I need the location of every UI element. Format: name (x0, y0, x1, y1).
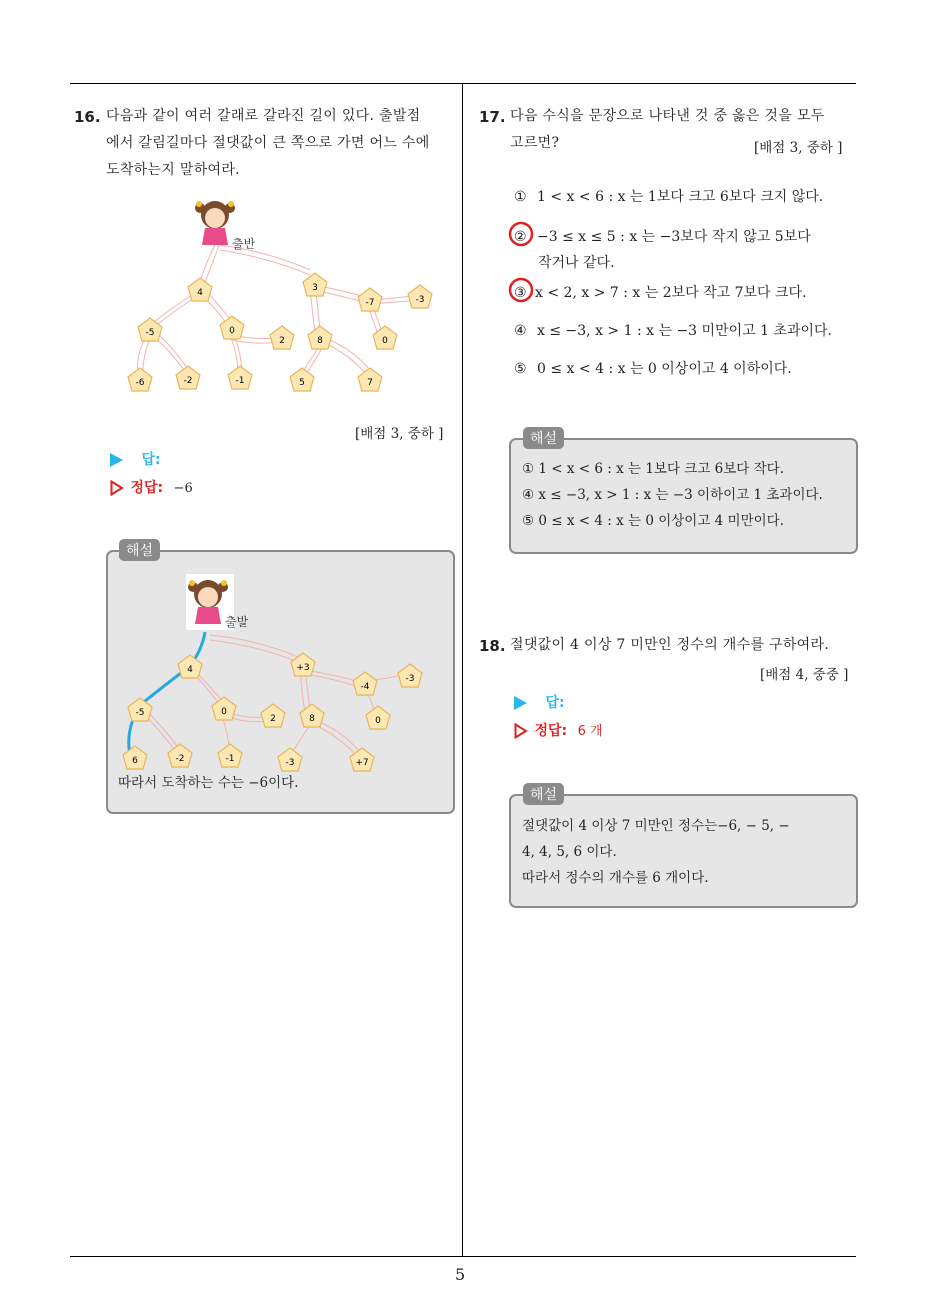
q16-answer-row (110, 449, 161, 469)
q16-solution-node (123, 746, 147, 769)
q16-solution-conclusion: 따라서 도착하는 수는 −6이다. (118, 775, 299, 791)
q16-solution-node (353, 672, 377, 695)
svg-text:-1: -1 (235, 376, 245, 386)
svg-text:8: 8 (309, 714, 315, 724)
q16-solution-node (218, 744, 242, 767)
q16-correct-value: −6 (173, 481, 193, 496)
bottom-rule (70, 1256, 856, 1257)
q18-solution-line1: 절댓값이 4 이상 7 미만인 정수는−6, − 5, − (522, 818, 790, 834)
q16-path-diagram (120, 190, 450, 400)
q16-text (106, 103, 458, 184)
q16-text-line1: 다음과 같이 여러 갈래로 갈라진 길이 있다. 출발점 (106, 108, 421, 124)
q18-correct-label: 정답: (534, 723, 568, 739)
q17-text-line2: 고르면? (510, 135, 560, 151)
q16-node (408, 285, 432, 308)
q17-choice-2-cont: 작거나 같다. (538, 255, 615, 271)
q18-solution-line2: 4, 4, 5, 6 이다. (522, 844, 617, 860)
triangle-icon (514, 696, 527, 710)
top-rule (70, 83, 856, 84)
q16-solution-node (261, 704, 285, 727)
svg-text:5: 5 (299, 378, 305, 388)
q16-solution-start-label: 출발 (225, 615, 249, 629)
column-divider (462, 83, 463, 1257)
q16-node (188, 278, 212, 301)
page-number: 5 (455, 1265, 466, 1284)
svg-text:+3: +3 (296, 663, 310, 673)
q18-score: [배점 4, 중중 ] (760, 667, 849, 683)
q16-node (270, 326, 294, 349)
q18-answer-row (514, 692, 565, 712)
svg-text:2: 2 (279, 336, 285, 346)
q17-solution-line2: ④ x ≤ −3, x > 1 : x 는 −3 이하이고 1 초과이다. (522, 487, 823, 503)
svg-text:-4: -4 (360, 682, 370, 692)
svg-text:7: 7 (367, 378, 373, 388)
q18-correct-value: 6 개 (577, 724, 603, 739)
q17-score: [배점 3, 중하 ] (754, 140, 843, 156)
q17-solution-line3: ⑤ 0 ≤ x < 4 : x 는 0 이상이고 4 미만이다. (522, 513, 785, 529)
svg-text:0: 0 (382, 336, 388, 346)
triangle-icon (110, 453, 123, 467)
svg-text:4: 4 (197, 288, 203, 298)
q17-choice-2 (514, 226, 811, 246)
girl-icon (195, 201, 235, 245)
q16-text-line2: 에서 갈림길마다 절댓값이 큰 쪽으로 가면 어느 수에 (106, 135, 430, 151)
outline-triangle-icon (514, 723, 528, 739)
q17-number: 17. (479, 108, 506, 126)
svg-text:+7: +7 (355, 758, 369, 768)
q18-solution-tag: 해설 (523, 783, 564, 805)
q16-solution-node (398, 664, 422, 687)
svg-text:-2: -2 (175, 754, 185, 764)
q16-node (308, 326, 332, 349)
q16-node (176, 366, 200, 389)
q16-answer-label: 답: (141, 452, 161, 468)
q16-node (290, 368, 314, 391)
svg-text:-3: -3 (285, 758, 295, 768)
svg-text:3: 3 (312, 283, 318, 293)
q17-choice-3 (514, 282, 807, 302)
q16-solution-node (291, 653, 315, 676)
svg-text:-2: -2 (183, 376, 193, 386)
q16-correct-row (110, 477, 193, 497)
choice-mark: ③ (514, 285, 527, 301)
choice-text: x < 2, x > 7 : x 는 2보다 작고 7보다 크다. (535, 285, 807, 301)
choice-mark: ② (514, 229, 527, 245)
svg-text:-5: -5 (135, 708, 145, 718)
q16-start-label: 출반 (232, 237, 256, 251)
q16-solution-node (168, 744, 192, 767)
q16-node (228, 366, 252, 389)
outline-triangle-icon (110, 480, 124, 496)
q16-solution-node (178, 655, 202, 678)
q16-solution-node (212, 697, 236, 720)
svg-text:-6: -6 (135, 378, 145, 388)
svg-text:2: 2 (270, 714, 276, 724)
q16-solution-node (366, 706, 390, 729)
svg-text:-7: -7 (365, 298, 375, 308)
q18-text: 절댓값이 4 이상 7 미만인 정수의 개수를 구하여라. (510, 637, 830, 653)
q17-choice-1 (514, 186, 823, 206)
q16-solution-diagram (110, 570, 440, 775)
q16-node (303, 273, 327, 296)
q16-node (358, 368, 382, 391)
q16-node (128, 368, 152, 391)
choice-text: −3 ≤ x ≤ 5 : x 는 −3보다 작지 않고 5보다 (537, 229, 811, 245)
q16-solution-tag: 해설 (119, 539, 160, 561)
q16-node (138, 318, 162, 341)
q16-score: [배점 3, 중하 ] (355, 426, 444, 442)
q16-solution-node (278, 748, 302, 771)
choice-mark: ① (514, 189, 527, 205)
svg-text:-3: -3 (405, 674, 415, 684)
q16-solution-node (128, 698, 152, 721)
q17-choice-5 (514, 358, 792, 378)
choice-text: 1 < x < 6 : x 는 1보다 크고 6보다 크지 않다. (537, 189, 824, 205)
svg-text:-5: -5 (145, 328, 155, 338)
svg-text:-1: -1 (225, 754, 235, 764)
q17-choice-4 (514, 320, 832, 340)
svg-text:6: 6 (132, 756, 138, 766)
answer-circle-2 (508, 220, 536, 248)
q16-correct-label: 정답: (130, 480, 164, 496)
q16-node (358, 288, 382, 311)
q17-text-line1: 다음 수식을 문장으로 나타낸 것 중 옳은 것을 모두 (510, 108, 825, 124)
svg-text:0: 0 (229, 326, 235, 336)
q16-solution-node (350, 748, 374, 771)
q16-number: 16. (74, 108, 101, 126)
svg-text:4: 4 (187, 665, 193, 675)
svg-text:8: 8 (317, 336, 323, 346)
q18-correct-row (514, 720, 603, 740)
choice-text: 0 ≤ x < 4 : x 는 0 이상이고 4 이하이다. (537, 361, 792, 377)
q16-text-line3: 도착하는지 말하여라. (106, 162, 240, 178)
choice-mark: ④ (514, 323, 527, 339)
svg-text:0: 0 (375, 716, 381, 726)
svg-text:-3: -3 (415, 295, 425, 305)
choice-mark: ⑤ (514, 361, 527, 377)
q17-solution-tag: 해설 (523, 427, 564, 449)
q18-solution-line3: 따라서 정수의 개수를 6 개이다. (522, 870, 709, 886)
choice-text: x ≤ −3, x > 1 : x 는 −3 미만이고 1 초과이다. (537, 323, 832, 339)
answer-circle-3 (508, 276, 536, 304)
q18-number: 18. (479, 637, 506, 655)
svg-text:0: 0 (221, 707, 227, 717)
q17-solution-line1: ① 1 < x < 6 : x 는 1보다 크고 6보다 작다. (522, 461, 785, 477)
q18-answer-label: 답: (545, 695, 565, 711)
